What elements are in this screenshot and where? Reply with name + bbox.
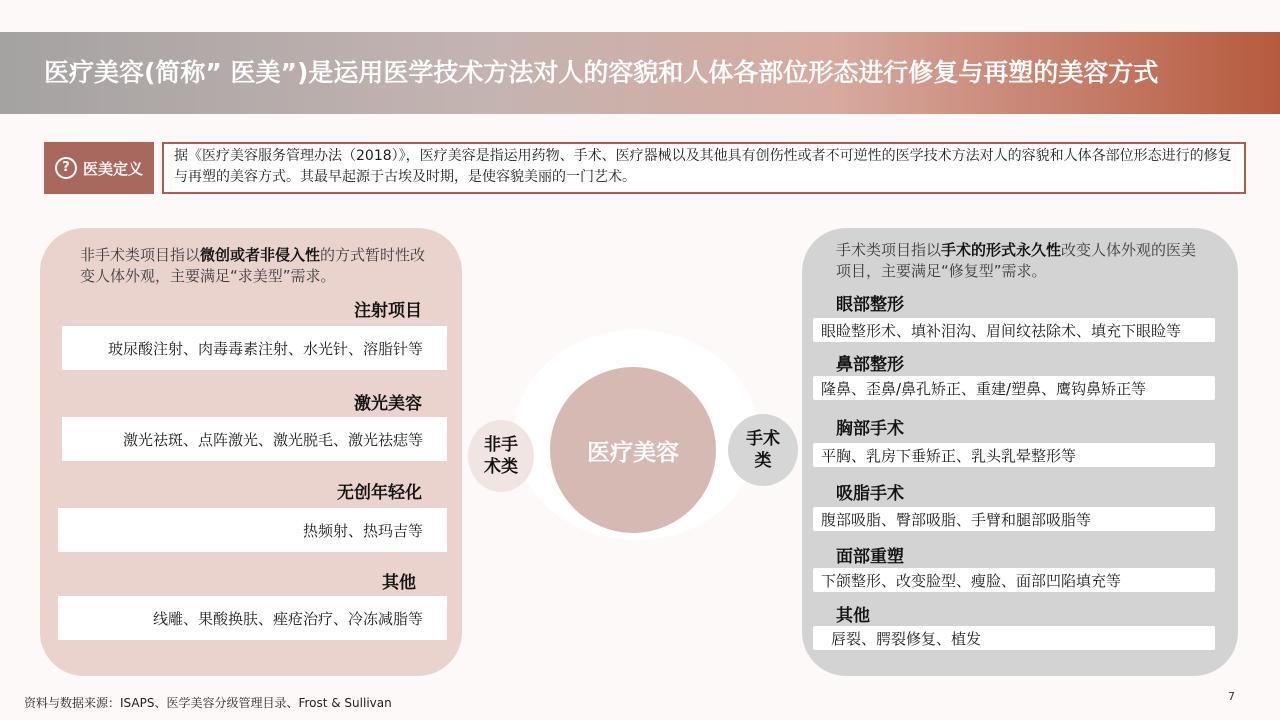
- page-number: 7: [1228, 690, 1235, 703]
- definition-badge: [44, 142, 154, 194]
- non-surgical-intro-pre: 非手术类项目指以: [80, 246, 201, 264]
- surgical-detail-5: 下颌整形、改变脸型、瘦脸、面部凹陷填充等: [813, 568, 1215, 592]
- surgical-heading-4: 吸脂手术: [836, 484, 904, 504]
- surgical-intro-bold: 手术的形式永久性: [941, 241, 1062, 259]
- non-surgical-intro-post: 的方式暂时性改变人体外观，主要满足“求美型”需求。: [80, 246, 426, 285]
- surgical-detail-2: 隆鼻、歪鼻/鼻孔矫正、重建/塑鼻、鹰钩鼻矫正等: [813, 376, 1215, 400]
- surgical-heading-5: 面部重塑: [836, 547, 904, 567]
- surgical-heading-2: 鼻部整形: [836, 355, 904, 375]
- non-surgical-circle-label: 非手术类: [484, 435, 518, 477]
- title-bar: [0, 32, 1280, 114]
- surgical-intro-post: 改变人体外观的医美项目，主要满足“修复型”需求。: [836, 241, 1197, 280]
- definition-text: 据《医疗美容服务管理办法（2018）》，医疗美容是指运用药物、手术、医疗器械以及其他具有创伤性或者不可逆性的医学技术方法对人的容貌和人体各部位形态进行的修复与再塑的美容方式。其最早起源于古埃及时期，是使容貌美丽的一门艺术。: [162, 142, 1246, 194]
- surgical-intro-pre: 手术类项目指以: [836, 241, 942, 259]
- surgical-circle-label: 手术类: [746, 429, 780, 471]
- non-surgical-intro: [80, 245, 430, 287]
- non-surgical-heading-3: 无创年轻化: [337, 483, 422, 503]
- non-surgical-detail-3: 热频射、热玛吉等: [58, 508, 447, 552]
- definition-box: [44, 142, 1238, 194]
- surgical-detail-3: 平胸、乳房下垂矫正、乳头乳晕整形等: [813, 443, 1215, 467]
- non-surgical-heading-4: 其他: [382, 573, 416, 593]
- page-title: 医疗美容(简称” 医美”)是运用医学技术方法对人的容貌和人体各部位形态进行修复与再塑的美容方式: [44, 58, 1159, 87]
- question-circle-icon: ?: [55, 157, 77, 179]
- definition-badge-label: 医美定义: [82, 159, 143, 178]
- center-circle: 医疗美容: [550, 367, 716, 533]
- non-surgical-detail-1: 玻尿酸注射、肉毒毒素注射、水光针、溶脂针等: [62, 326, 447, 370]
- surgical-detail-1: 眼睑整形术、填补泪沟、眉间纹祛除术、填充下眼睑等: [813, 318, 1215, 342]
- non-surgical-detail-2: 激光祛斑、点阵激光、激光脱毛、激光祛痣等: [62, 417, 447, 461]
- surgical-heading-1: 眼部整形: [836, 295, 904, 315]
- surgical-intro: [836, 240, 1206, 282]
- non-surgical-intro-bold: 微创或者非侵入性: [200, 246, 321, 264]
- surgical-detail-4: 腹部吸脂、臀部吸脂、手臂和腿部吸脂等: [813, 507, 1215, 531]
- non-surgical-detail-4: 线雕、果酸换肤、痤疮治疗、冷冻减脂等: [58, 596, 447, 640]
- surgical-detail-6: 唇裂、腭裂修复、植发: [813, 626, 1215, 650]
- non-surgical-circle: [468, 420, 534, 492]
- surgical-heading-6: 其他: [836, 606, 870, 626]
- non-surgical-heading-1: 注射项目: [354, 301, 422, 321]
- source-note: 资料与数据来源：ISAPS、医学美容分级管理目录、Frost & Sullivan: [24, 696, 392, 710]
- non-surgical-heading-2: 激光美容: [354, 394, 422, 414]
- surgical-circle: [728, 414, 798, 486]
- surgical-heading-3: 胸部手术: [836, 419, 904, 439]
